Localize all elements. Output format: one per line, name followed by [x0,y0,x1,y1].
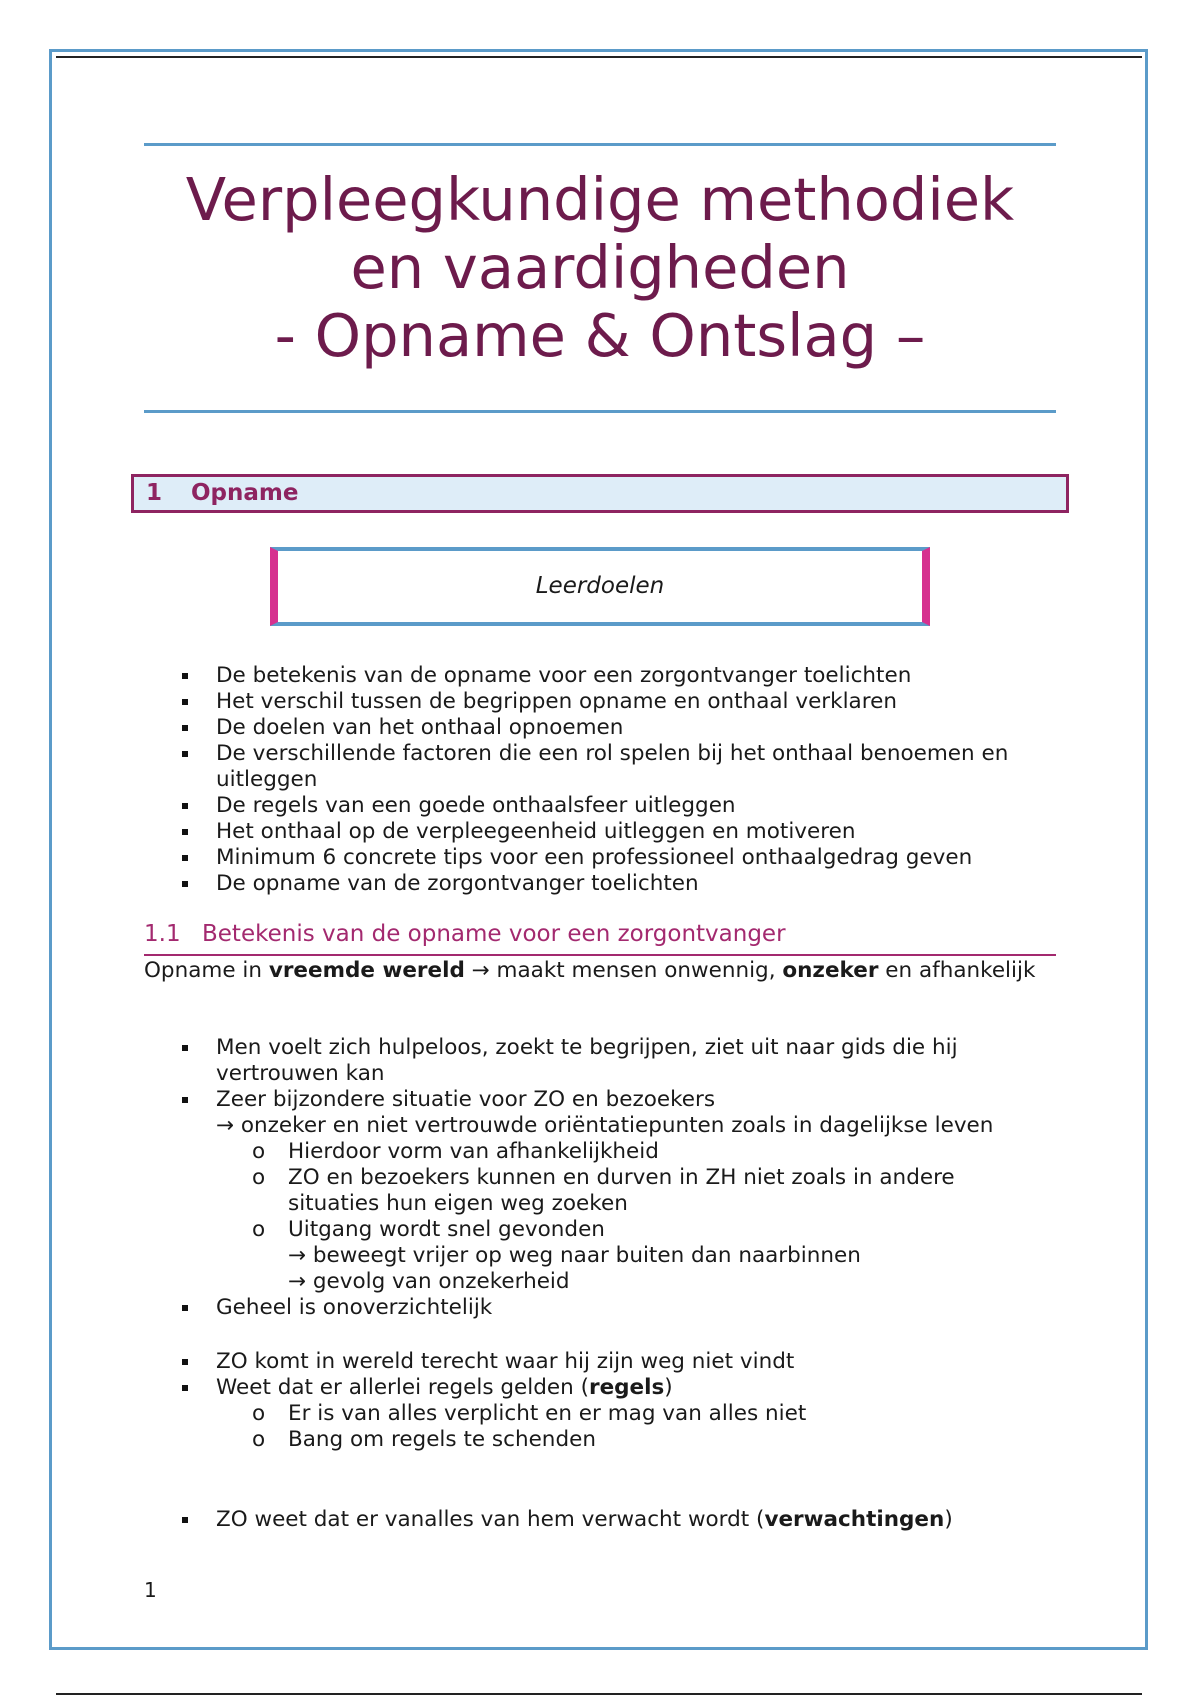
title-bottom-rule [144,410,1056,413]
bullet-bold: verwachtingen [764,1507,945,1532]
bullet-arrow-line: → onzeker en niet vertrouwde oriëntatiepunten zoals in dagelijkse leven [216,1113,994,1138]
intro-text: Opname in [144,958,269,983]
intro-paragraph [144,958,1056,983]
bullet-text [216,1375,1020,1401]
page-number: 1 [144,1578,157,1602]
bullet-bold: regels [588,1375,665,1400]
bullet-text-part: ZO weet dat er vanalles van hem verwacht wordt ( [216,1507,765,1532]
learning-goals-box [270,547,930,626]
document-title [144,166,1056,370]
sub-list-item: o Hierdoor vorm van afhankelijkheid [252,1139,1020,1165]
list-item: Het onthaal op de verpleegeenheid uitleggen en motiveren [180,819,1060,845]
list-item: De regels van een goede onthaalsfeer uitleggen [180,793,1060,819]
sub-arrow-line: → gevolg van onzekerheid [288,1269,570,1294]
title-top-rule [144,143,1056,146]
bullet-text-part: ) [664,1375,673,1400]
sub-list [180,1401,1020,1453]
list-item: De betekenis van de opname voor een zorgontvanger toelichten [180,663,1060,689]
learning-goals-list [180,663,1060,897]
sub-list-item [252,1217,1020,1295]
sub-list-item: o ZO en bezoekers kunnen en durven in ZH niet zoals in andere situaties hun eigen weg zoeken [252,1165,1020,1217]
list-item: Men voelt zich hulpeloos, zoekt te begrijpen, ziet uit naar gids die hij vertrouwen kan [180,1035,1020,1087]
sub-list-text: o Uitgang wordt snel gevonden [288,1217,605,1242]
sub-list-item: o Bang om regels te schenden [252,1427,1020,1453]
intro-text: en afhankelijk [878,958,1036,983]
list-item: Minimum 6 concrete tips voor een professioneel onthaalgedrag geven [180,845,1060,871]
bullet-text: Zeer bijzondere situatie voor ZO en bezoekers [216,1087,716,1112]
list-item: Geheel is onoverzichtelijk [180,1295,1020,1321]
title-line-2: en vaardigheden [350,233,850,302]
section-1-1-title: Betekenis van de opname voor een zorgontvanger [202,921,786,947]
list-item [180,1507,1020,1533]
section-1-title: Opname [191,480,299,506]
bullet-text-part: Weet dat er allerlei regels gelden ( [216,1375,589,1400]
list-item: De opname van de zorgontvanger toelichten [180,871,1060,897]
bullet-text-part: ) [944,1507,953,1532]
section-1-heading [131,474,1069,513]
section-1-1-number: 1.1 [144,921,181,947]
intro-text: → maakt mensen onwennig, [464,958,783,983]
list-item: De verschillende factoren die een rol spelen bij het onthaal benoemen en uitleggen [180,741,1060,793]
opname-bullets-b [180,1349,1020,1453]
learning-goals-heading: Leerdoelen [535,573,665,599]
list-item: Het verschil tussen de begrippen opname en onthaal verklaren [180,689,1060,715]
title-line-1: Verpleegkundige methodiek [185,165,1015,234]
intro-bold: vreemde wereld [268,958,465,983]
sub-list-item: o Er is van alles verplicht en er mag van alles niet [252,1401,1020,1427]
list-item [180,1087,1020,1295]
section-1-1-heading [144,918,1056,956]
intro-bold: onzeker [782,958,879,983]
bottom-rule [56,1693,1142,1695]
list-item: De doelen van het onthaal opnoemen [180,715,1060,741]
sub-list [180,1139,1020,1295]
sub-arrow-line: → beweegt vrijer op weg naar buiten dan naarbinnen [288,1243,861,1268]
top-rule [56,56,1142,58]
title-line-3: - Opname & Ontslag – [274,301,926,370]
opname-bullets-a [180,1035,1020,1321]
list-item: ZO komt in wereld terecht waar hij zijn weg niet vindt [180,1349,1020,1375]
section-1-number: 1 [146,480,163,506]
list-item [180,1375,1020,1453]
opname-bullets-c [180,1507,1020,1533]
